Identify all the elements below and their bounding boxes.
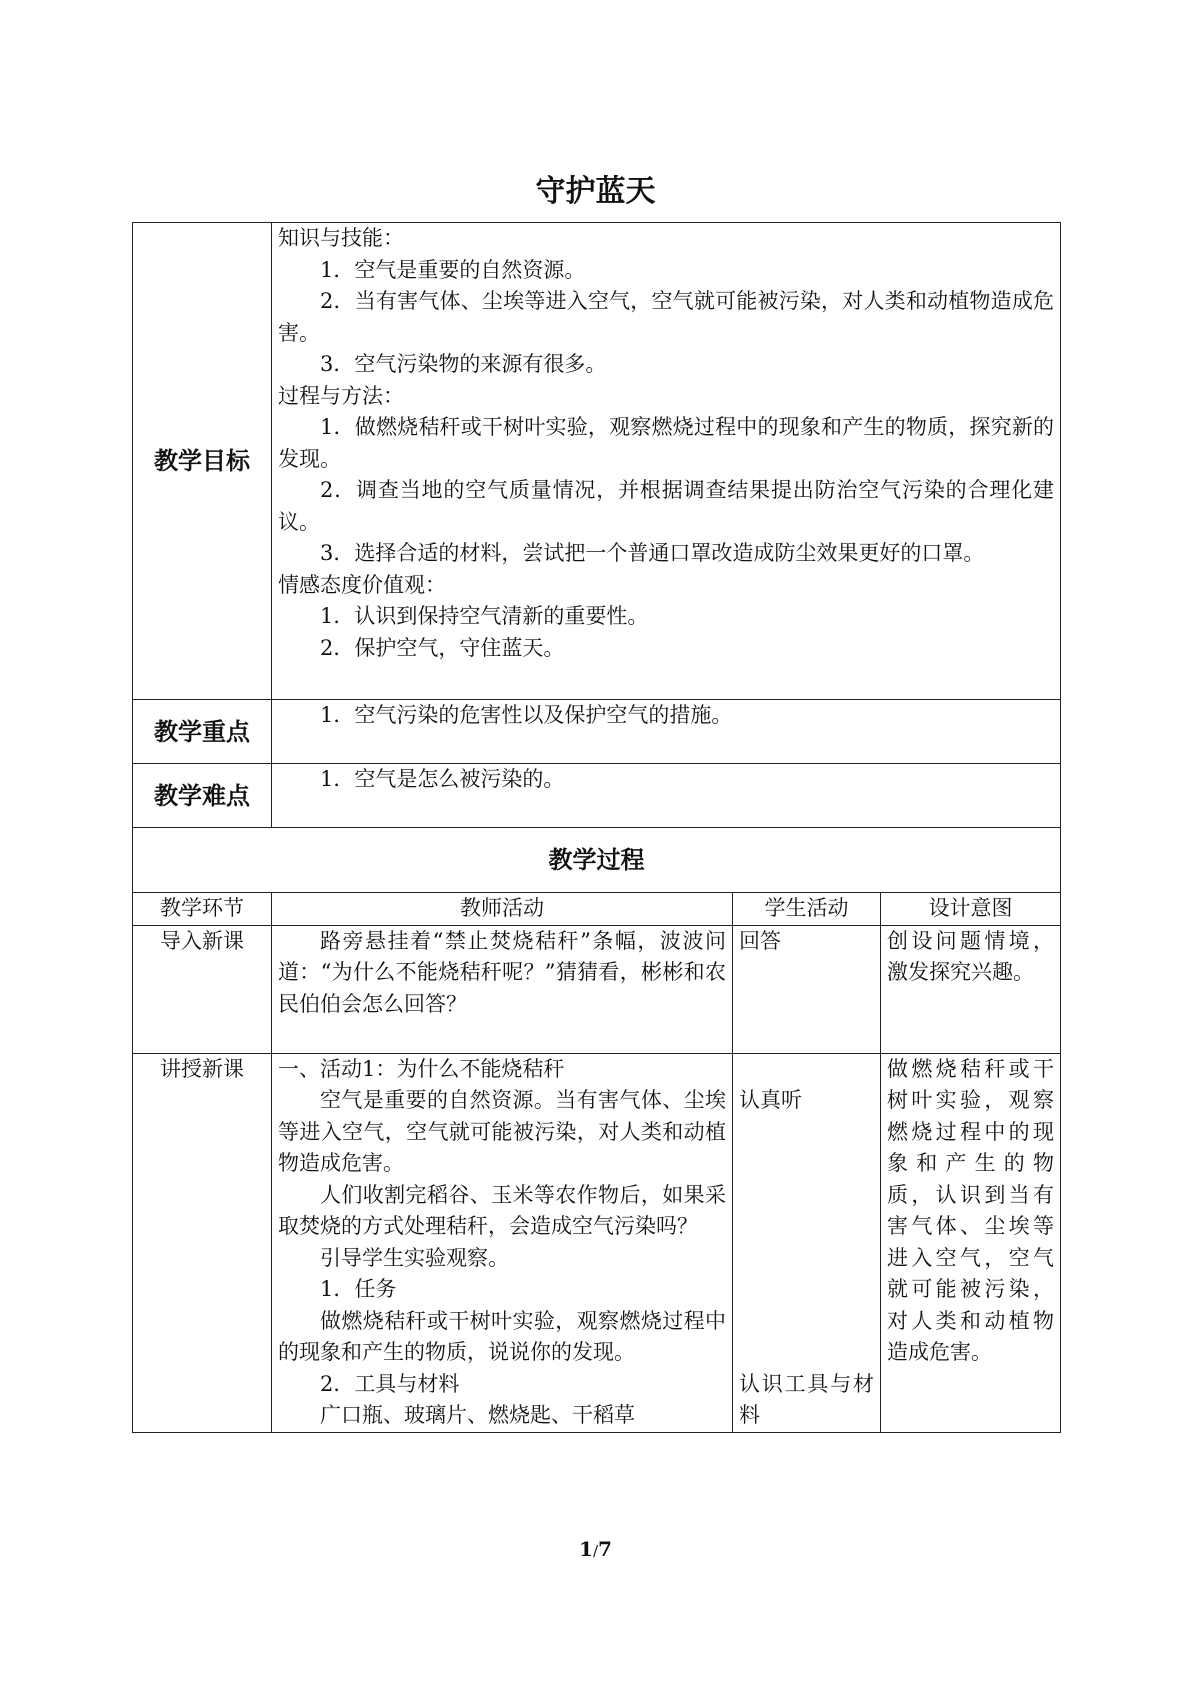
intro-teacher-text: 路旁悬挂着“禁止焚烧秸秆”条幅，波波问道：“为什么不能烧秸秆呢？”猜猜看，彬彬和农民伯伯会怎么回答？	[278, 928, 726, 1016]
objectives-line: 3．空气污染物的来源有很多。	[320, 352, 607, 376]
objectives-line: 情感态度价值观：	[278, 572, 446, 597]
key-points-text: 1．空气污染的危害性以及保护空气的措施。	[320, 703, 733, 727]
lesson-teacher-line: 1．任务	[320, 1277, 397, 1301]
lesson-plan-table	[132, 222, 1061, 1433]
lesson-teacher-line: 广口瓶、玻璃片、燃烧匙、干稻草	[320, 1403, 635, 1427]
objectives-line: 1．认识到保持空气清新的重要性。	[320, 604, 649, 628]
page-number	[0, 1537, 1191, 1561]
process-column-headers	[133, 893, 1061, 926]
intro-student: 回答	[733, 925, 881, 1053]
lesson-teacher-line: 人们收割完稻谷、玉米等农作物后，如果采取焚烧的方式处理秸秆，会造成空气污染吗？	[278, 1182, 726, 1238]
page-total: 7	[598, 1537, 612, 1561]
page-current: 1	[579, 1537, 593, 1561]
page-title: 守护蓝天	[535, 174, 656, 209]
key-points-label: 教学重点	[133, 700, 272, 764]
objectives-line: 知识与技能：	[278, 226, 404, 250]
lesson-student-text: 认真听	[739, 1088, 802, 1112]
process-title: 教学过程	[133, 828, 1061, 893]
lesson-stage: 讲授新课	[133, 1053, 272, 1432]
lesson-teacher-line: 2．工具与材料	[320, 1371, 460, 1396]
lesson-teacher-line: 一、活动1：为什么不能烧秸秆	[278, 1056, 565, 1081]
difficulties-content	[272, 764, 1061, 828]
column-header-intent: 设计意图	[881, 893, 1061, 926]
intro-stage: 导入新课	[133, 925, 272, 1053]
objectives-row	[133, 223, 1061, 700]
difficulties-text: 1．空气是怎么被污染的。	[320, 767, 565, 791]
objectives-line: 2．调查当地的空气质量情况，并根据调查结果提出防治空气污染的合理化建议。	[278, 478, 1055, 534]
lesson-teacher-line: 做燃烧秸秆或干树叶实验，观察燃烧过程中的现象和产生的物质，说说你的发现。	[278, 1308, 726, 1364]
objectives-line: 2．当有害气体、尘埃等进入空气，空气就可能被污染，对人类和动植物造成危害。	[278, 289, 1055, 345]
column-header-stage: 教学环节	[133, 893, 272, 926]
lesson-student-text: 认识工具与材料	[739, 1371, 874, 1427]
difficulties-row	[133, 764, 1061, 828]
objectives-line: 1．做燃烧秸秆或干树叶实验，观察燃烧过程中的现象和产生的物质，探究新的发现。	[278, 415, 1055, 471]
page-separator: /	[592, 1542, 599, 1560]
intro-teacher-cell	[272, 925, 733, 1053]
lesson-student-cell	[733, 1053, 881, 1432]
objectives-line: 3．选择合适的材料，尝试把一个普通口罩改造成防尘效果更好的口罩。	[320, 541, 985, 565]
objectives-line: 过程与方法：	[278, 383, 404, 408]
lesson-teacher-line: 空气是重要的自然资源。当有害气体、尘埃等进入空气，空气就可能被污染，对人类和动植物造成危害。	[278, 1088, 726, 1175]
objectives-line: 1．空气是重要的自然资源。	[320, 257, 586, 282]
key-points-content	[272, 700, 1061, 764]
intro-row	[133, 925, 1061, 1053]
objectives-line: 2．保护空气，守住蓝天。	[320, 635, 565, 660]
process-header-row	[133, 828, 1061, 893]
intro-intent: 创设问题情境，激发探究兴趣。	[881, 925, 1061, 1053]
lesson-row	[133, 1053, 1061, 1432]
column-header-student: 学生活动	[733, 893, 881, 926]
lesson-teacher-cell	[272, 1053, 733, 1432]
lesson-intent: 做燃烧秸秆或干树叶实验，观察燃烧过程中的现象和产生的物质，认识到当有害气体、尘埃等进入空气，空气就可能被污染，对人类和动植物造成危害。	[881, 1053, 1061, 1432]
objectives-content	[272, 223, 1061, 700]
lesson-teacher-line: 引导学生实验观察。	[320, 1245, 509, 1270]
difficulties-label: 教学难点	[133, 764, 272, 828]
column-header-teacher: 教师活动	[272, 893, 733, 926]
objectives-label: 教学目标	[133, 223, 272, 700]
key-points-row	[133, 700, 1061, 764]
